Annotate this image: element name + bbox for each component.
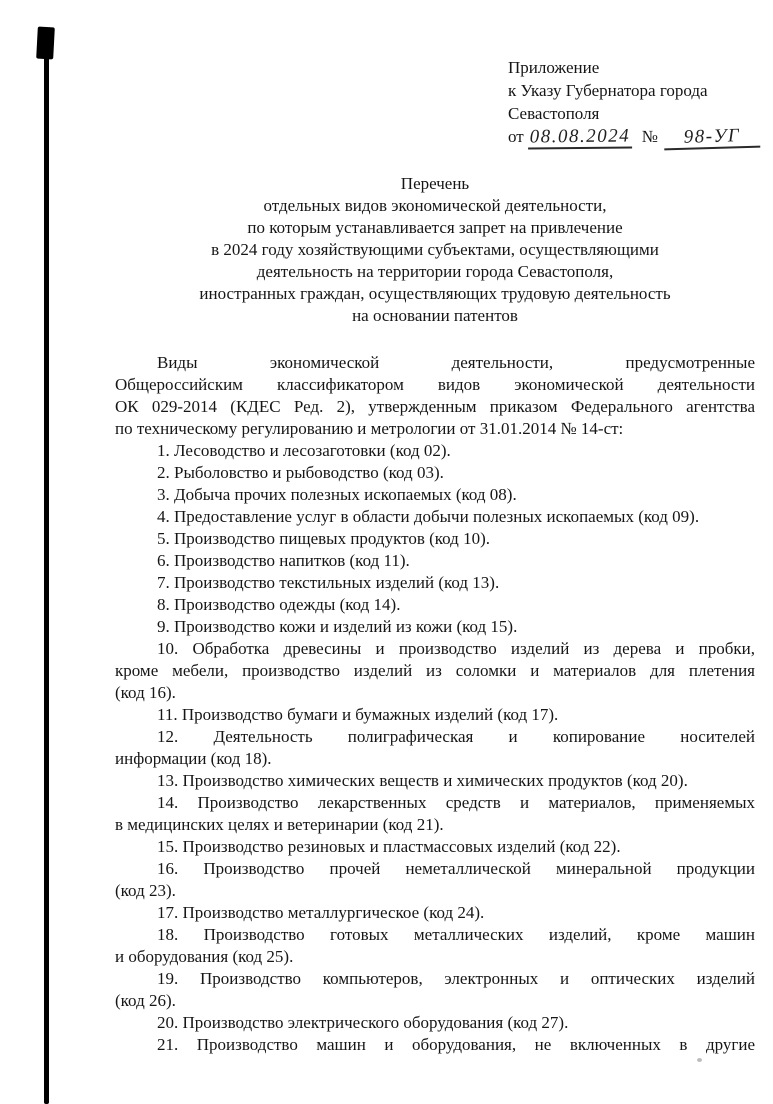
date-prefix-label: от (508, 127, 524, 146)
list-item (115, 594, 755, 616)
list-item-line: 1. Лесоводство и лесозаготовки (код 02). (157, 441, 451, 460)
list-item (115, 836, 755, 858)
list-item-line: 12. Деятельность полиграфическая и копирование носителей (157, 727, 755, 746)
title-line: Перечень (400, 174, 470, 193)
intro-paragraph (115, 352, 755, 440)
header-line-decree: к Указу Губернатора города (508, 81, 708, 100)
list-item (115, 440, 755, 462)
list-item-line: (код 26). (115, 991, 176, 1010)
document-body (115, 173, 755, 1056)
list-item (115, 968, 755, 1012)
list-item (115, 506, 755, 528)
list-item (115, 924, 755, 968)
list-item (115, 792, 755, 836)
title-line: иностранных граждан, осуществляющих трудовую деятельность (199, 284, 671, 303)
handwritten-date: 08.08.2024 (528, 126, 632, 149)
list-item-line: 14. Производство лекарственных средств и материалов, применяемых (157, 793, 755, 812)
header-line-city: Севастополя (508, 104, 600, 123)
list-item-line: 17. Производство металлургическое (код 24). (157, 903, 485, 922)
list-item-line: 9. Производство кожи и изделий из кожи (код 15). (157, 617, 518, 636)
title-line: по которым устанавливается запрет на привлечение (247, 218, 623, 237)
list-item (115, 484, 755, 506)
list-item (115, 902, 755, 924)
list-item (115, 572, 755, 594)
number-sign-label: № (641, 127, 658, 146)
list-item (115, 858, 755, 902)
title-line: на основании патентов (352, 306, 518, 325)
list-item-line: 13. Производство химических веществ и химических продуктов (код 20). (157, 771, 688, 790)
title-line: в 2024 году хозяйствующими субъектами, осуществляющими (211, 240, 659, 259)
list-item-line: 16. Производство прочей неметаллической минеральной продукции (157, 859, 755, 878)
list-item-line: 21. Производство машин и оборудования, не включенных в другие (157, 1035, 755, 1054)
list-item-line: 10. Обработка древесины и производство изделий из дерева и пробки, (157, 639, 755, 658)
title-line: отдельных видов экономической деятельности, (263, 196, 607, 215)
list-item-line: 18. Производство готовых металлических изделий, кроме машин (157, 925, 755, 944)
list-item (115, 1012, 755, 1034)
header-block (508, 56, 766, 149)
list-item-line: в медицинских целях и ветеринарии (код 21). (115, 815, 444, 834)
title-line: деятельность на территории города Севастополя, (256, 262, 614, 281)
list-item-line: 15. Производство резиновых и пластмассовых изделий (код 22). (157, 837, 621, 856)
list-item-line: 11. Производство бумаги и бумажных изделий (код 17). (157, 705, 559, 724)
activity-list (115, 440, 755, 1056)
list-item-line: (код 23). (115, 881, 176, 900)
list-item (115, 726, 755, 770)
list-item-line: 3. Добыча прочих полезных ископаемых (код 08). (157, 485, 517, 504)
list-item (115, 704, 755, 726)
intro-line: Виды экономической деятельности, предусмотренные (157, 353, 755, 372)
list-item-line: 5. Производство пищевых продуктов (код 10). (157, 529, 490, 548)
list-item (115, 462, 755, 484)
scan-artifact-speck (697, 1058, 702, 1062)
list-item-line: 2. Рыболовство и рыбоводство (код 03). (157, 463, 444, 482)
list-item-line: кроме мебели, производство изделий из соломки и материалов для плетения (115, 661, 755, 680)
intro-line: Общероссийским классификатором видов экономической деятельности (115, 375, 755, 394)
list-item-line: 4. Предоставление услуг в области добычи полезных ископаемых (код 09). (157, 507, 700, 526)
header-date-number-line (508, 125, 766, 149)
handwritten-number: 98-УГ (664, 126, 761, 151)
intro-line: по техническому регулированию и метрологии от 31.01.2014 № 14-ст: (115, 419, 624, 438)
list-item-line: 20. Производство электрического оборудования (код 27). (157, 1013, 569, 1032)
list-item-line: 8. Производство одежды (код 14). (157, 595, 401, 614)
list-item (115, 528, 755, 550)
header-line-appendix: Приложение (508, 58, 600, 77)
list-item-line: 6. Производство напитков (код 11). (157, 551, 410, 570)
list-item-line: информации (код 18). (115, 749, 272, 768)
list-item (115, 616, 755, 638)
list-item (115, 770, 755, 792)
list-item-line: 7. Производство текстильных изделий (код 13). (157, 573, 500, 592)
list-item (115, 638, 755, 704)
list-item-line: и оборудования (код 25). (115, 947, 294, 966)
document-title (115, 173, 755, 327)
list-item (115, 1034, 755, 1056)
list-item (115, 550, 755, 572)
list-item-line: (код 16). (115, 683, 176, 702)
intro-line: ОК 029-2014 (КДЕС Ред. 2), утвержденным приказом Федерального агентства (115, 397, 755, 416)
list-item-line: 19. Производство компьютеров, электронных и оптических изделий (157, 969, 755, 988)
scan-artifact-binding-line (44, 52, 49, 1104)
